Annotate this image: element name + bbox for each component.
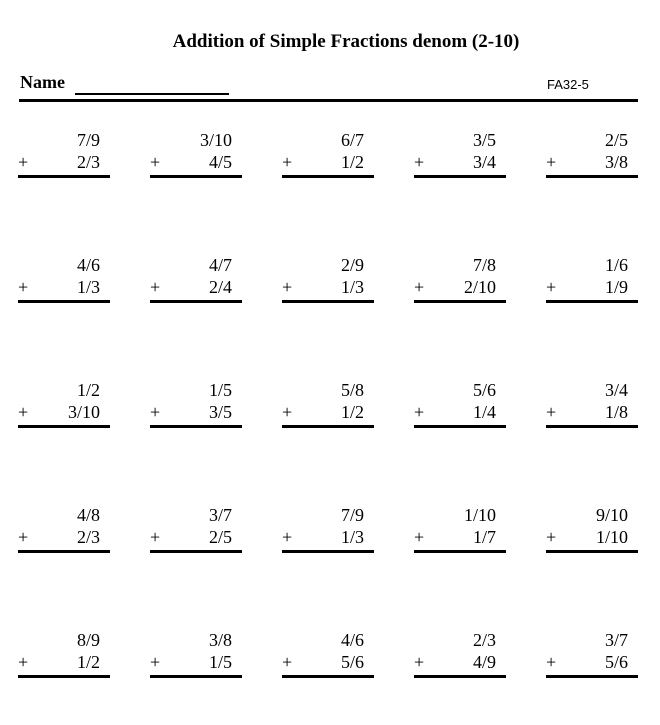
plus-sign: +	[414, 652, 425, 672]
problem-5-4	[414, 629, 506, 681]
top-fraction: 1/6	[604, 255, 628, 275]
bottom-fraction: 1/9	[604, 277, 628, 297]
top-fraction: 2/3	[472, 630, 496, 650]
plus-sign: +	[18, 152, 29, 172]
top-fraction: 5/6	[472, 380, 496, 400]
problem-4-5	[546, 504, 638, 556]
name-blank-line[interactable]	[75, 93, 229, 95]
problem-5-3	[282, 629, 374, 681]
bottom-fraction: 2/3	[76, 527, 100, 547]
top-fraction: 6/7	[340, 130, 364, 150]
problem-3-2	[150, 379, 242, 431]
name-label: Name	[20, 72, 65, 92]
top-fraction: 5/8	[340, 380, 364, 400]
problem-5-1	[18, 629, 110, 681]
top-fraction: 1/10	[463, 505, 496, 525]
bottom-fraction: 1/2	[340, 152, 364, 172]
problem-2-4	[414, 254, 506, 306]
answer-line[interactable]	[414, 675, 506, 678]
answer-line[interactable]	[282, 550, 374, 553]
answer-line[interactable]	[18, 675, 110, 678]
top-fraction: 3/7	[604, 630, 628, 650]
plus-sign: +	[282, 277, 293, 297]
bottom-fraction: 4/5	[208, 152, 232, 172]
answer-line[interactable]	[546, 175, 638, 178]
answer-line[interactable]	[150, 175, 242, 178]
plus-sign: +	[150, 527, 161, 547]
answer-line[interactable]	[282, 425, 374, 428]
top-fraction: 2/5	[604, 130, 628, 150]
top-fraction: 9/10	[595, 505, 628, 525]
problem-5-5	[546, 629, 638, 681]
plus-sign: +	[282, 402, 293, 422]
problem-3-3	[282, 379, 374, 431]
plus-sign: +	[18, 527, 29, 547]
bottom-fraction: 1/8	[604, 402, 628, 422]
problem-4-3	[282, 504, 374, 556]
bottom-fraction: 5/6	[340, 652, 364, 672]
plus-sign: +	[414, 527, 425, 547]
answer-line[interactable]	[18, 300, 110, 303]
problem-1-2	[150, 129, 242, 181]
top-fraction: 7/9	[76, 130, 100, 150]
worksheet-title: Addition of Simple Fractions denom (2-10)	[172, 31, 520, 52]
plus-sign: +	[546, 277, 557, 297]
plus-sign: +	[18, 652, 29, 672]
top-fraction: 3/4	[604, 380, 628, 400]
problem-2-2	[150, 254, 242, 306]
plus-sign: +	[150, 402, 161, 422]
answer-line[interactable]	[546, 675, 638, 678]
top-fraction: 2/9	[340, 255, 364, 275]
top-fraction: 1/5	[208, 380, 232, 400]
plus-sign: +	[150, 277, 161, 297]
answer-line[interactable]	[414, 550, 506, 553]
bottom-fraction: 5/6	[604, 652, 628, 672]
bottom-fraction: 1/3	[76, 277, 100, 297]
top-fraction: 4/7	[208, 255, 232, 275]
top-fraction: 4/6	[76, 255, 100, 275]
answer-line[interactable]	[282, 675, 374, 678]
plus-sign: +	[414, 277, 425, 297]
answer-line[interactable]	[414, 175, 506, 178]
answer-line[interactable]	[150, 550, 242, 553]
problem-2-3	[282, 254, 374, 306]
plus-sign: +	[546, 527, 557, 547]
problem-3-1	[18, 379, 110, 431]
plus-sign: +	[282, 152, 293, 172]
bottom-fraction: 1/3	[340, 277, 364, 297]
answer-line[interactable]	[546, 550, 638, 553]
answer-line[interactable]	[414, 425, 506, 428]
answer-line[interactable]	[150, 300, 242, 303]
problem-1-1	[18, 129, 110, 181]
bottom-fraction: 2/3	[76, 152, 100, 172]
problem-2-5	[546, 254, 638, 306]
problem-3-4	[414, 379, 506, 431]
answer-line[interactable]	[150, 425, 242, 428]
answer-line[interactable]	[150, 675, 242, 678]
bottom-fraction: 3/4	[472, 152, 496, 172]
bottom-fraction: 1/3	[340, 527, 364, 547]
problem-3-5	[546, 379, 638, 431]
answer-line[interactable]	[18, 175, 110, 178]
top-fraction: 4/6	[340, 630, 364, 650]
bottom-fraction: 1/2	[76, 652, 100, 672]
bottom-fraction: 2/5	[208, 527, 232, 547]
plus-sign: +	[414, 152, 425, 172]
top-fraction: 3/8	[208, 630, 232, 650]
answer-line[interactable]	[282, 300, 374, 303]
bottom-fraction: 1/7	[472, 527, 496, 547]
answer-line[interactable]	[18, 425, 110, 428]
plus-sign: +	[18, 402, 29, 422]
problem-1-4	[414, 129, 506, 181]
answer-line[interactable]	[414, 300, 506, 303]
bottom-fraction: 3/10	[67, 402, 100, 422]
plus-sign: +	[18, 277, 29, 297]
problem-1-3	[282, 129, 374, 181]
answer-line[interactable]	[546, 425, 638, 428]
header-rule	[19, 99, 638, 102]
problem-4-2	[150, 504, 242, 556]
answer-line[interactable]	[18, 550, 110, 553]
bottom-fraction: 4/9	[472, 652, 496, 672]
plus-sign: +	[546, 152, 557, 172]
bottom-fraction: 1/4	[472, 402, 496, 422]
problem-4-4	[414, 504, 506, 556]
bottom-fraction: 3/5	[208, 402, 232, 422]
plus-sign: +	[150, 652, 161, 672]
top-fraction: 3/5	[472, 130, 496, 150]
top-fraction: 7/9	[340, 505, 364, 525]
top-fraction: 7/8	[472, 255, 496, 275]
problem-4-1	[18, 504, 110, 556]
answer-line[interactable]	[282, 175, 374, 178]
plus-sign: +	[282, 527, 293, 547]
top-fraction: 1/2	[76, 380, 100, 400]
bottom-fraction: 2/4	[208, 277, 232, 297]
plus-sign: +	[282, 652, 293, 672]
bottom-fraction: 1/10	[595, 527, 628, 547]
bottom-fraction: 1/2	[340, 402, 364, 422]
problem-1-5	[546, 129, 638, 181]
bottom-fraction: 1/5	[208, 652, 232, 672]
top-fraction: 3/7	[208, 505, 232, 525]
problem-2-1	[18, 254, 110, 306]
bottom-fraction: 3/8	[604, 152, 628, 172]
answer-line[interactable]	[546, 300, 638, 303]
worksheet-code: FA32-5	[547, 77, 589, 92]
plus-sign: +	[546, 402, 557, 422]
top-fraction: 4/8	[76, 505, 100, 525]
top-fraction: 3/10	[199, 130, 232, 150]
top-fraction: 8/9	[76, 630, 100, 650]
plus-sign: +	[414, 402, 425, 422]
bottom-fraction: 2/10	[463, 277, 496, 297]
plus-sign: +	[546, 652, 557, 672]
problem-5-2	[150, 629, 242, 681]
plus-sign: +	[150, 152, 161, 172]
